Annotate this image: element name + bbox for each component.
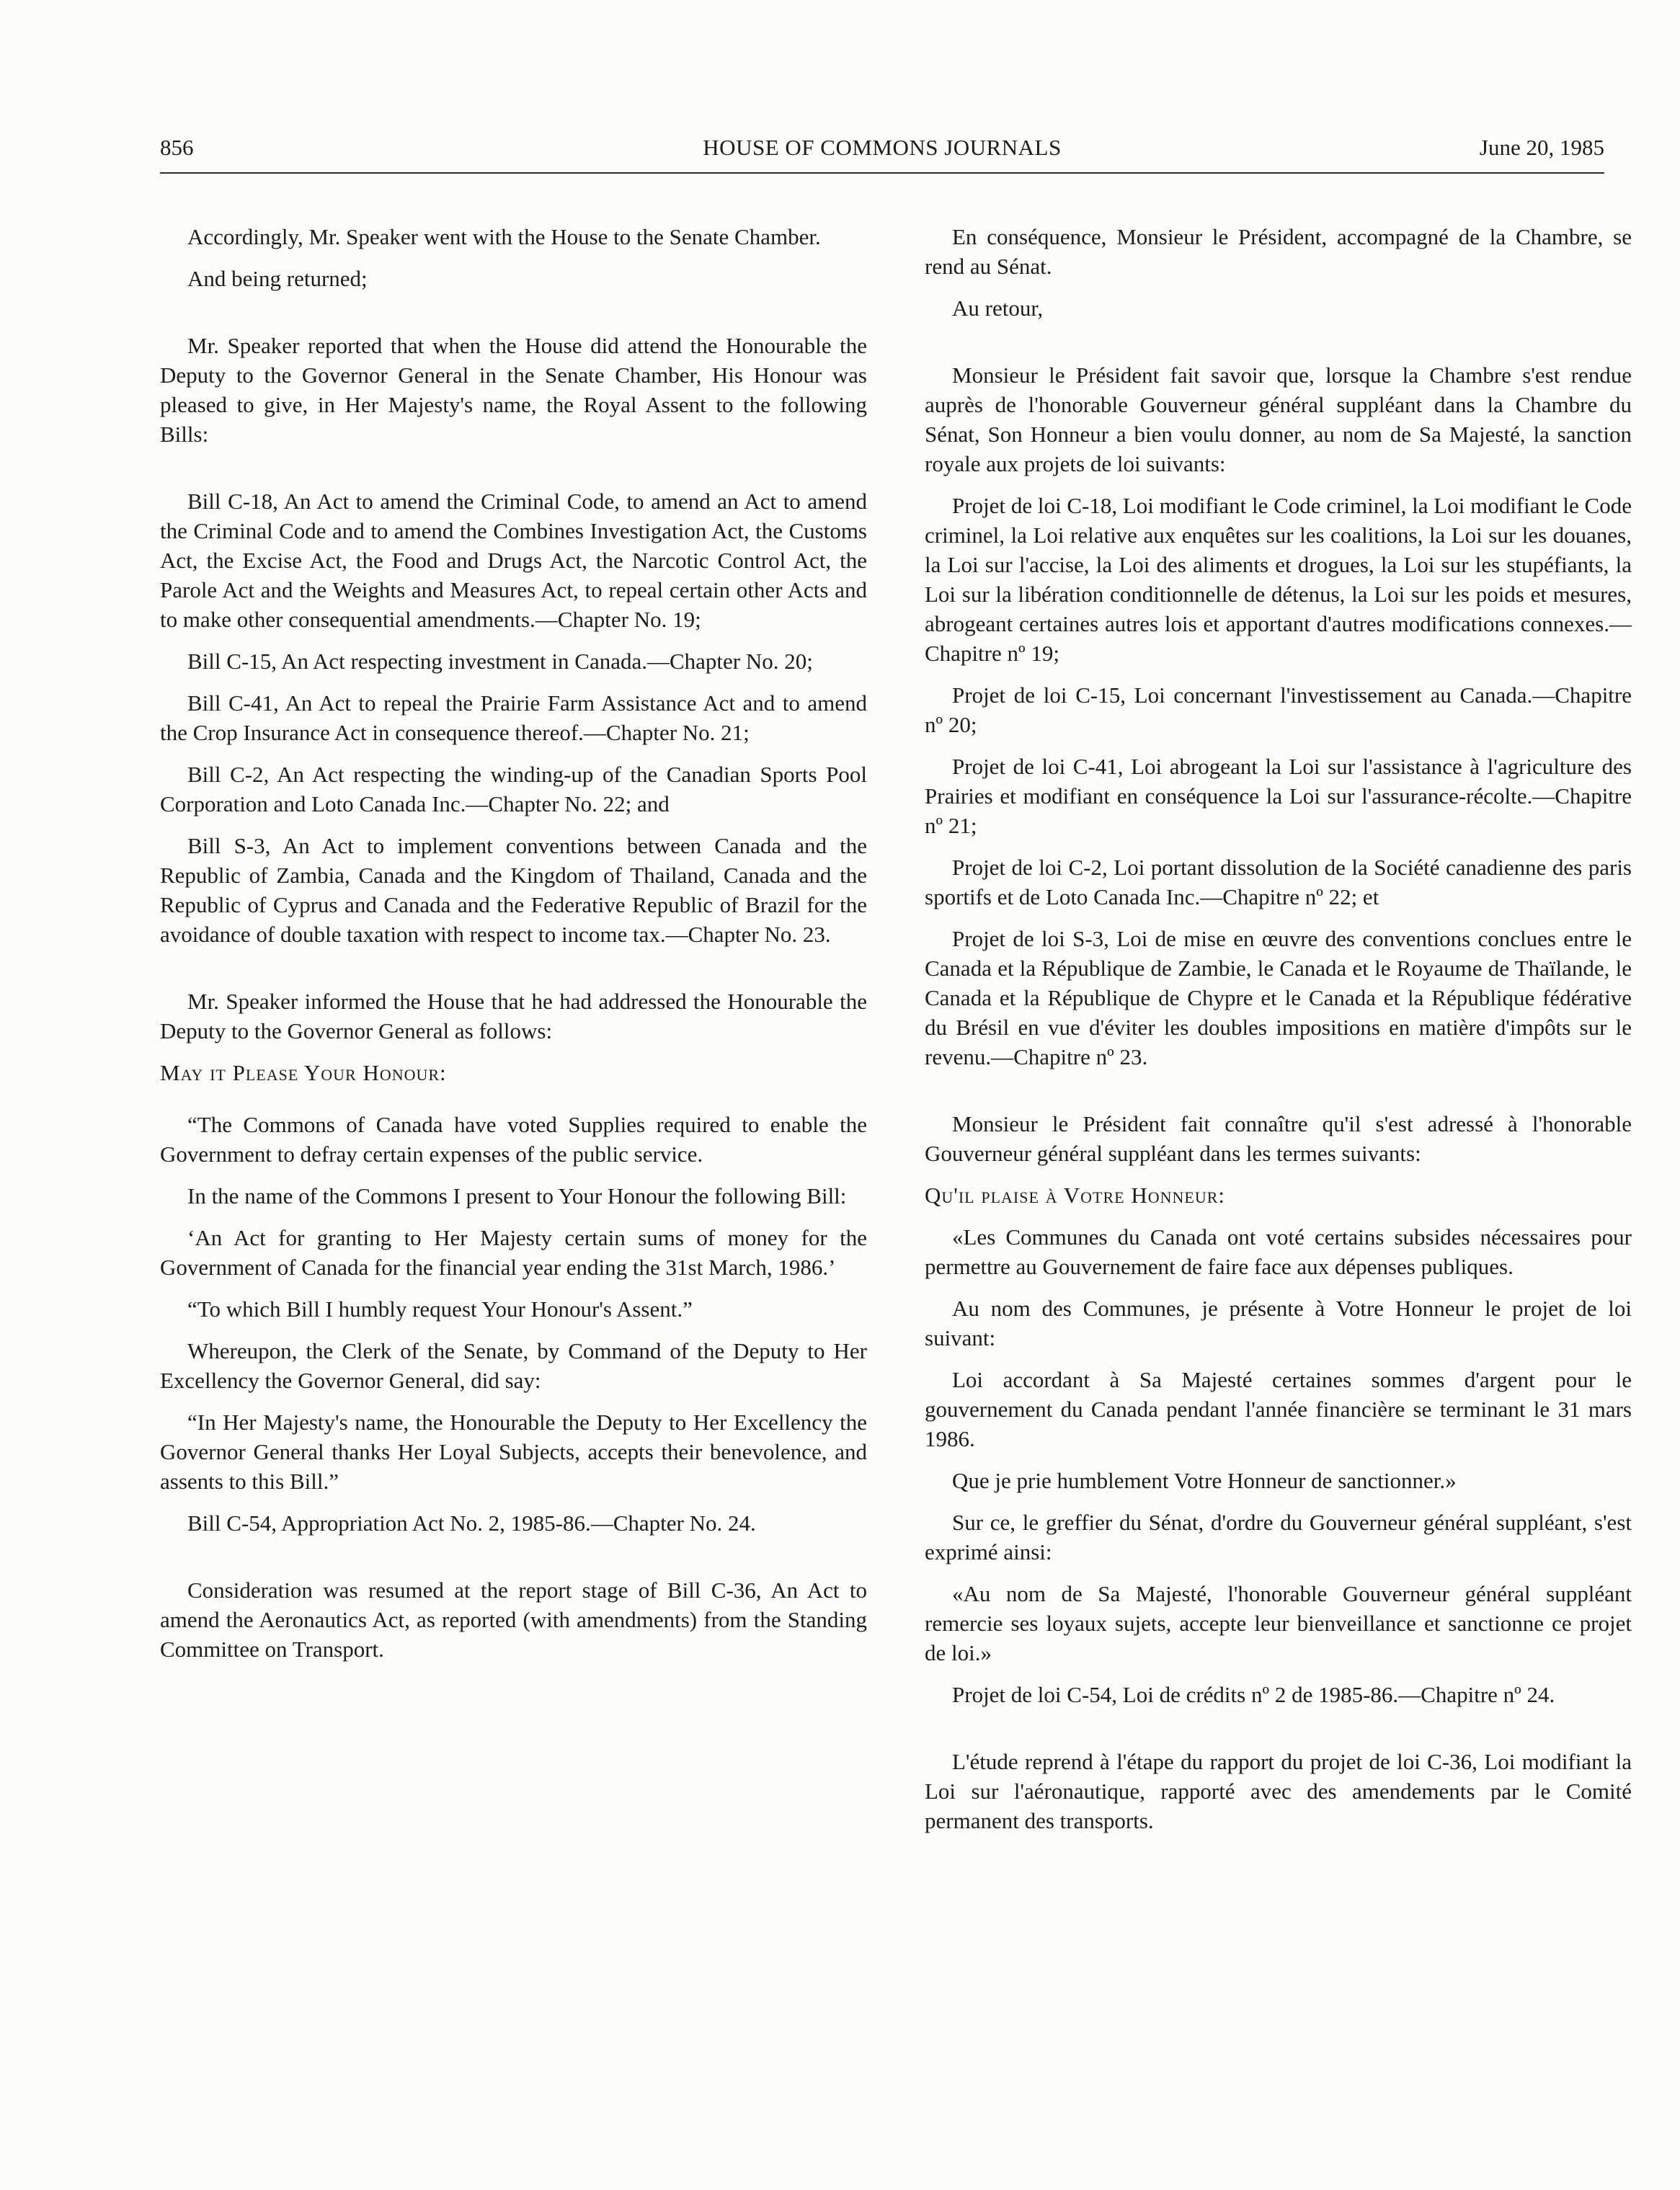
paragraph-fr-sanctionner: Que je prie humblement Votre Honneur de sanctionner.» bbox=[952, 1468, 1457, 1493]
paragraph-en-request-assent: “To which Bill I humbly request Your Honour's Assent.” bbox=[187, 1296, 693, 1322]
paragraph-en-bill-s3: Bill S-3, An Act to implement conventions between Canada and the Republic of Zambia, Canada and the Kingdom of Thailand, Canada and the Republic of Cyprus and Canada and the Federative Republic of Brazil for the avoidance of double taxation with respect to income tax.—Chapter No. 23. bbox=[160, 833, 867, 947]
paragraph-fr-bill-s3: Projet de loi S-3, Loi de mise en œuvre des conventions conclues entre le Canada et la République de Zambie, le Canada et le Royaume de Thaïlande, le Canada et la République de Chypre et le Canada et la République fédérative du Brésil en vue d'éviter les doubles impositions en matière d'impôts sur le revenu.—Chapitre nº 23. bbox=[925, 926, 1632, 1069]
paragraph-en-salutation: May it Please Your Honour: bbox=[160, 1060, 447, 1085]
journal-date: June 20, 1985 bbox=[1479, 135, 1604, 160]
english-column bbox=[160, 222, 867, 1664]
paragraph-en-speaker-addressed: Mr. Speaker informed the House that he had addressed the Honourable the Deputy to the Governor General as follows: bbox=[160, 989, 867, 1043]
paragraph-fr-subsides: «Les Communes du Canada ont voté certains subsides nécessaires pour permettre au Gouvernement de faire face aux dépenses publiques. bbox=[925, 1224, 1632, 1279]
paragraph-fr-president-adresse: Monsieur le Président fait connaître qu'il s'est adressé à l'honorable Gouverneur général suppléant dans les termes suivants: bbox=[925, 1111, 1632, 1166]
paragraph-fr-salutation: Qu'il plaise à Votre Honneur: bbox=[925, 1183, 1226, 1208]
paragraph-fr-sanction-royale: Monsieur le Président fait savoir que, lorsque la Chambre s'est rendue auprès de l'honorable Gouverneur général suppléant dans la Chambre du Sénat, Son Honneur a bien voulu donner, au nom de Sa Majesté, la sanction royale aux projets de loi suivants: bbox=[925, 362, 1632, 476]
paragraph-fr-bill-c41: Projet de loi C-41, Loi abrogeant la Loi sur l'assistance à l'agriculture des Prairies et modifiant en conséquence la Loi sur l'assurance-récolte.—Chapitre nº 21; bbox=[925, 754, 1632, 838]
paragraph-en-act-granting: ‘An Act for granting to Her Majesty certain sums of money for the Government of Canada for the financial year ending the 31st March, 1986.’ bbox=[160, 1225, 867, 1280]
paragraph-en-bill-c18: Bill C-18, An Act to amend the Criminal Code, to amend an Act to amend the Criminal Code and to amend the Combines Investigation Act, the Customs Act, the Excise Act, the Food and Drugs Act, the Narcotic Control Act, the Parole Act and the Weights and Measures Act, to repeal certain other Acts and to make other consequential amendments.—Chapter No. 19; bbox=[160, 489, 867, 632]
french-column bbox=[925, 222, 1632, 1835]
paragraph-en-clerk: Whereupon, the Clerk of the Senate, by Command of the Deputy to Her Excellency the Governor General, did say: bbox=[160, 1338, 867, 1393]
paragraph-fr-retour: Au retour, bbox=[952, 295, 1044, 321]
paragraph-fr-bill-c54: Projet de loi C-54, Loi de crédits nº 2 de 1985-86.—Chapitre nº 24. bbox=[952, 1682, 1555, 1707]
paragraph-en-present-bill: In the name of the Commons I present to Your Honour the following Bill: bbox=[187, 1183, 847, 1208]
paragraph-fr-bill-c18: Projet de loi C-18, Loi modifiant le Code criminel, la Loi modifiant le Code criminel, la Loi relative aux enquêtes sur les coalitions, la Loi sur les douanes, la Loi sur l'accise, la Loi des aliments et drogues, la Loi sur les stupéfiants, la Loi sur la libération conditionnelle de détenus, la Loi sur les poids et mesures, abrogeant certaines autres lois et apportant d'autres modifications connexes.—Chapitre nº 19; bbox=[925, 493, 1632, 666]
paragraph-fr-presente-projet: Au nom des Communes, je présente à Votre Honneur le projet de loi suivant: bbox=[925, 1296, 1632, 1350]
paragraph-en-returned: And being returned; bbox=[187, 266, 368, 291]
paragraph-en-supplies: “The Commons of Canada have voted Supplies required to enable the Government to defray certain expenses of the public service. bbox=[160, 1112, 867, 1167]
paragraph-fr-etude: L'étude reprend à l'étape du rapport du projet de loi C-36, Loi modifiant la Loi sur l'aéronautique, rapporté avec des amendements par le Comité permanent des transports. bbox=[925, 1749, 1632, 1833]
paragraph-fr-loi-accordant: Loi accordant à Sa Majesté certaines sommes d'argent pour le gouvernement du Canada pendant l'année financière se terminant le 31 mars 1986. bbox=[925, 1367, 1632, 1451]
paragraph-en-bill-c41: Bill C-41, An Act to repeal the Prairie Farm Assistance Act and to amend the Crop Insurance Act in consequence thereof.—Chapter No. 21; bbox=[160, 690, 867, 745]
paragraph-fr-bill-c15: Projet de loi C-15, Loi concernant l'investissement au Canada.—Chapitre nº 20; bbox=[925, 682, 1632, 737]
paragraph-en-bill-c2: Bill C-2, An Act respecting the winding-up of the Canadian Sports Pool Corporation and Loto Canada Inc.—Chapter No. 22; and bbox=[160, 762, 867, 816]
paragraph-en-consideration: Consideration was resumed at the report stage of Bill C-36, An Act to amend the Aeronautics Act, as reported (with amendments) from the Standing Committee on Transport. bbox=[160, 1577, 867, 1662]
page-header bbox=[160, 132, 1604, 174]
paragraph-fr-remercie: «Au nom de Sa Majesté, l'honorable Gouverneur général suppléant remercie ses loyaux sujets, accepte leur bienveillance et sanctionne ce projet de loi.» bbox=[925, 1581, 1632, 1665]
journal-title: HOUSE OF COMMONS JOURNALS bbox=[703, 135, 1062, 160]
paragraph-en-bill-c15: Bill C-15, An Act respecting investment in Canada.—Chapter No. 20; bbox=[187, 649, 813, 674]
paragraph-fr-consequence: En conséquence, Monsieur le Président, accompagné de la Chambre, se rend au Sénat. bbox=[925, 224, 1632, 279]
paragraph-fr-bill-c2: Projet de loi C-2, Loi portant dissolution de la Société canadienne des paris sportifs et de Loto Canada Inc.—Chapitre nº 22; et bbox=[925, 855, 1632, 909]
paragraph-en-thanks: “In Her Majesty's name, the Honourable the Deputy to Her Excellency the Governor General thanks Her Loyal Subjects, accepts their benevolence, and assents to this Bill.” bbox=[160, 1410, 867, 1494]
page-number: 856 bbox=[160, 135, 194, 160]
paragraph-en-accordingly: Accordingly, Mr. Speaker went with the House to the Senate Chamber. bbox=[187, 224, 821, 249]
paragraph-fr-greffier: Sur ce, le greffier du Sénat, d'ordre du Gouverneur général suppléant, s'est exprimé ainsi: bbox=[925, 1510, 1632, 1564]
paragraph-en-royal-assent: Mr. Speaker reported that when the House did attend the Honourable the Deputy to the Governor General in the Senate Chamber, His Honour was pleased to give, in Her Majesty's name, the Royal Assent to the following Bills: bbox=[160, 333, 867, 447]
paragraph-en-bill-c54: Bill C-54, Appropriation Act No. 2, 1985-86.—Chapter No. 24. bbox=[187, 1510, 756, 1536]
